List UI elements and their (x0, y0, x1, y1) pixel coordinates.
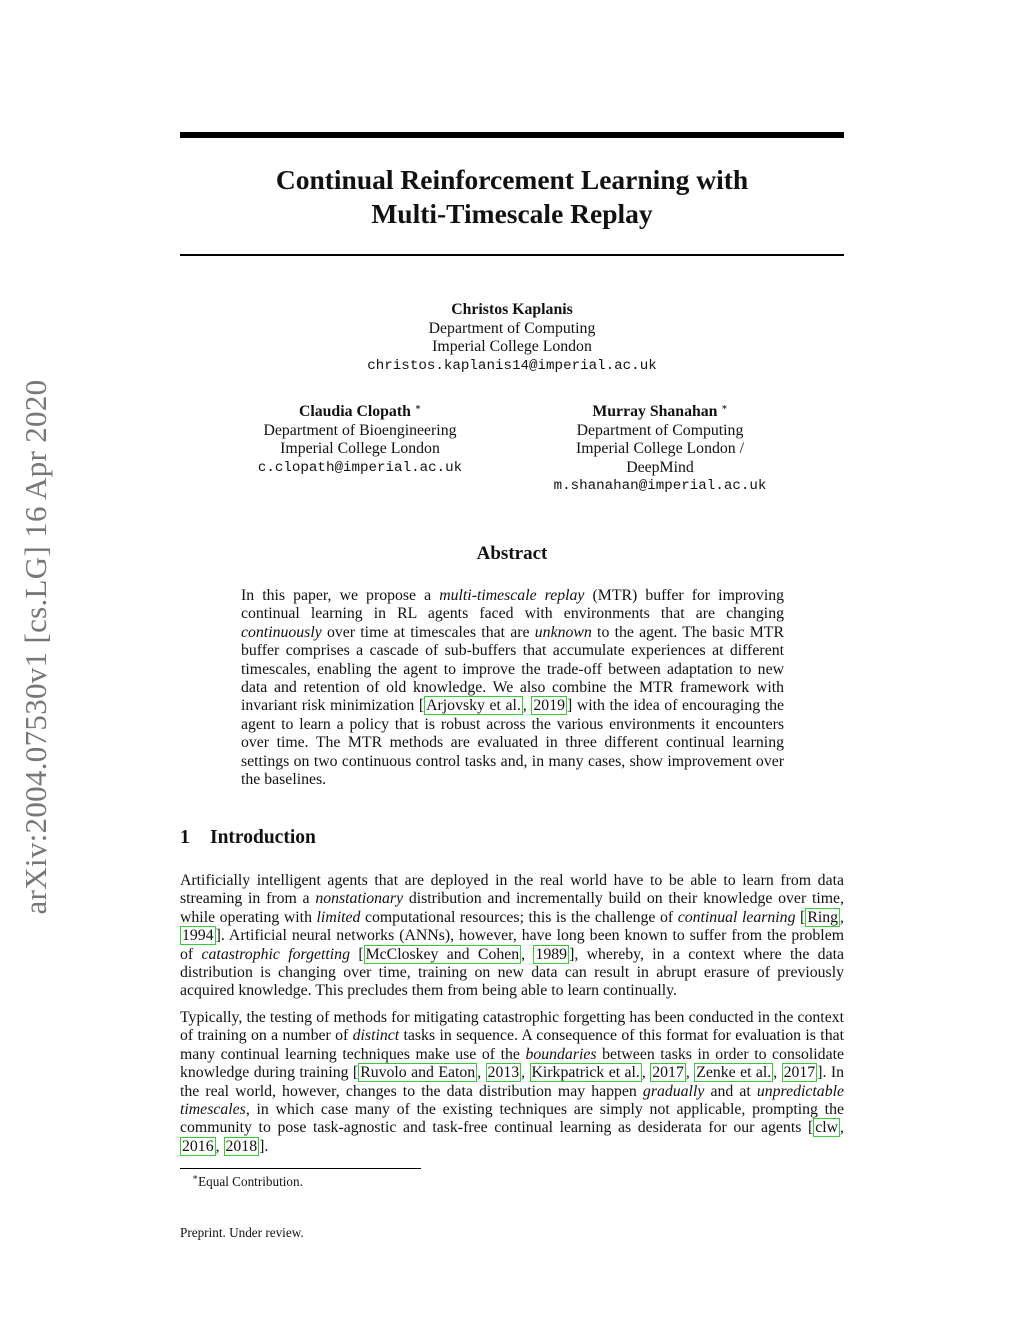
citation-link[interactable]: 2013 (487, 1064, 520, 1082)
equal-contribution-mark[interactable]: ∗ (721, 402, 728, 412)
intro-paragraph-2 (180, 1009, 844, 1156)
footnote-rule (180, 1168, 421, 1169)
emphasis: limited (316, 908, 361, 926)
emphasis: nonstationary (315, 890, 404, 908)
text-run: Artificially intelligent agents that are deployed in the real world have to be able to learn from data streaming in from a (180, 872, 844, 908)
author-name: Claudia Clopath (298, 403, 411, 420)
author-inst: Imperial College London / (575, 440, 745, 457)
emphasis: unknown (534, 623, 592, 641)
title-line-1: Continual Reinforcement Learning with (275, 164, 749, 195)
author-email[interactable]: m.shanahan@imperial.ac.uk (553, 478, 767, 494)
text-run: ] with the idea of encouraging the agent to learn a policy that is robust across the various environments it encounters over time. The MTR methods are evaluated in three different continual learning settings on two continuous control tasks and, in many cases, show improvement over the baselines. (241, 697, 785, 789)
abstract-body (241, 587, 784, 789)
equal-contribution-mark[interactable]: ∗ (414, 402, 422, 412)
arxiv-stamp-text: arXiv:2004.07530v1 [cs.LG] 16 Apr 2020 (18, 379, 53, 915)
title-top-rule (180, 132, 844, 138)
title-bottom-rule (180, 254, 844, 256)
footnote (192, 1174, 303, 1190)
author-inst: Imperial College London (432, 338, 592, 355)
text-run: to the agent. The basic MTR buffer comprises a cascade of sub-buffers that accumulate experiences at different timescales, enabling the agent to improve the trade-off between adaptation to new data and retention of old knowledge. We also combine the MTR framework with invariant risk minimization [ (241, 623, 784, 715)
text-run: ]. (259, 1137, 269, 1155)
text-run: , (521, 945, 534, 963)
author-email[interactable]: c.clopath@imperial.ac.uk (257, 459, 463, 476)
text-run: [ (349, 945, 364, 963)
text-run: over time at timescales that are (321, 623, 535, 641)
author-name: Murray Shanahan (592, 403, 718, 420)
author-inst-2: DeepMind (626, 458, 694, 476)
footnote-mark: ∗ (192, 1172, 199, 1182)
arxiv-side-stamp (16, 352, 56, 942)
text-run: ], whereby, in a context where the data distribution is changing over time, training on new data can result in abrupt erasure of previously acquired knowledge. This precludes them from being able to learn continually. (180, 945, 844, 1000)
text-run: , (685, 1064, 695, 1082)
author-name-line (500, 403, 820, 422)
section-number: 1 (180, 827, 190, 848)
text-run: (MTR) buffer for improving continual learning in RL agents faced with environments that are changing (241, 587, 785, 623)
text-run: , (840, 1119, 844, 1137)
text-run: between tasks in order to consolidate knowledge during training [ (180, 1045, 844, 1082)
text-run: , in which case many of the existing techniques are simply not applicable, prompting the community to pose task-agnostic and task-free continual learning as desiderata for our agents [ (180, 1101, 844, 1137)
emphasis: gradually (642, 1082, 705, 1100)
paper-title (180, 163, 844, 231)
emphasis: continual learning (677, 908, 796, 926)
citation-link[interactable]: 2018 (225, 1137, 258, 1155)
text-run: , (522, 697, 532, 715)
author-dept: Department of Bioengineering (263, 421, 457, 439)
text-run: ]. Artificial neural networks (ANNs), however, have long been known to suffer from the problem of (180, 927, 844, 963)
text-run: Typically, the testing of methods for mitigating catastrophic forgetting has been conducted in the context of training on a number of (180, 1009, 844, 1045)
author-email[interactable]: christos.kaplanis14@imperial.ac.uk (367, 357, 657, 374)
citation-link[interactable]: 1989 (535, 945, 568, 963)
text-run: , (477, 1064, 486, 1082)
citation-link[interactable]: McCloskey and Cohen (365, 945, 520, 963)
text-run: ]. In the real world, however, changes to the data distribution may happen (180, 1064, 844, 1100)
citation-link[interactable]: 2019 (533, 697, 565, 715)
section-title: Introduction (210, 827, 316, 848)
emphasis: catastrophic forgetting (201, 945, 350, 963)
text-run: , (840, 908, 844, 926)
author-name: Christos Kaplanis (451, 301, 573, 318)
abstract-heading: Abstract (476, 543, 548, 564)
text-run: [ (795, 908, 806, 926)
citation-link[interactable]: 1994 (182, 927, 214, 945)
text-run: , (215, 1137, 224, 1155)
citation-link[interactable]: 2017 (783, 1064, 816, 1082)
author-block-shanahan (500, 403, 820, 496)
author-dept: Department of Computing (428, 319, 596, 337)
text-run: , (521, 1064, 530, 1082)
emphasis: unpredictable timescales (180, 1082, 844, 1119)
intro-paragraph-1 (180, 872, 844, 1001)
emphasis: distinct (352, 1027, 400, 1045)
text-run: , (641, 1064, 651, 1082)
citation-link[interactable]: Arjovsky et al. (426, 697, 521, 715)
text-run: and at (704, 1082, 757, 1100)
author-dept: Department of Computing (576, 421, 744, 439)
preprint-notice: Preprint. Under review. (180, 1225, 304, 1240)
citation-link[interactable]: 2016 (182, 1137, 214, 1155)
citation-link[interactable]: Ruvolo and Eaton (360, 1064, 476, 1082)
section-heading-introduction (180, 827, 316, 849)
citation-link[interactable]: Kirkpatrick et al. (531, 1064, 640, 1082)
author-block-kaplanis (312, 301, 712, 375)
text-run: , (773, 1064, 782, 1082)
citation-link[interactable]: clw (815, 1119, 839, 1137)
text-run: distribution and incrementally build on their knowledge over time, while operating with (180, 890, 844, 926)
emphasis: continuously (241, 623, 322, 641)
emphasis: multi-timescale replay (439, 587, 585, 604)
citation-link[interactable]: Ring (807, 908, 839, 926)
emphasis: boundaries (525, 1045, 597, 1063)
text-run: tasks in sequence. A consequence of this format for evaluation is that many continual learning techniques make use of the (180, 1027, 844, 1063)
author-name-line (210, 403, 510, 422)
citation-link[interactable]: Zenke et al. (696, 1064, 772, 1082)
author-inst: Imperial College London (280, 440, 440, 457)
text-run: computational resources; this is the challenge of (360, 908, 678, 926)
author-block-clopath (210, 403, 510, 477)
citation-link[interactable]: 2017 (652, 1064, 684, 1082)
title-line-2: Multi-Timescale Replay (371, 198, 653, 229)
footnote-text: Equal Contribution. (198, 1174, 303, 1189)
text-run: In this paper, we propose a (241, 587, 440, 604)
